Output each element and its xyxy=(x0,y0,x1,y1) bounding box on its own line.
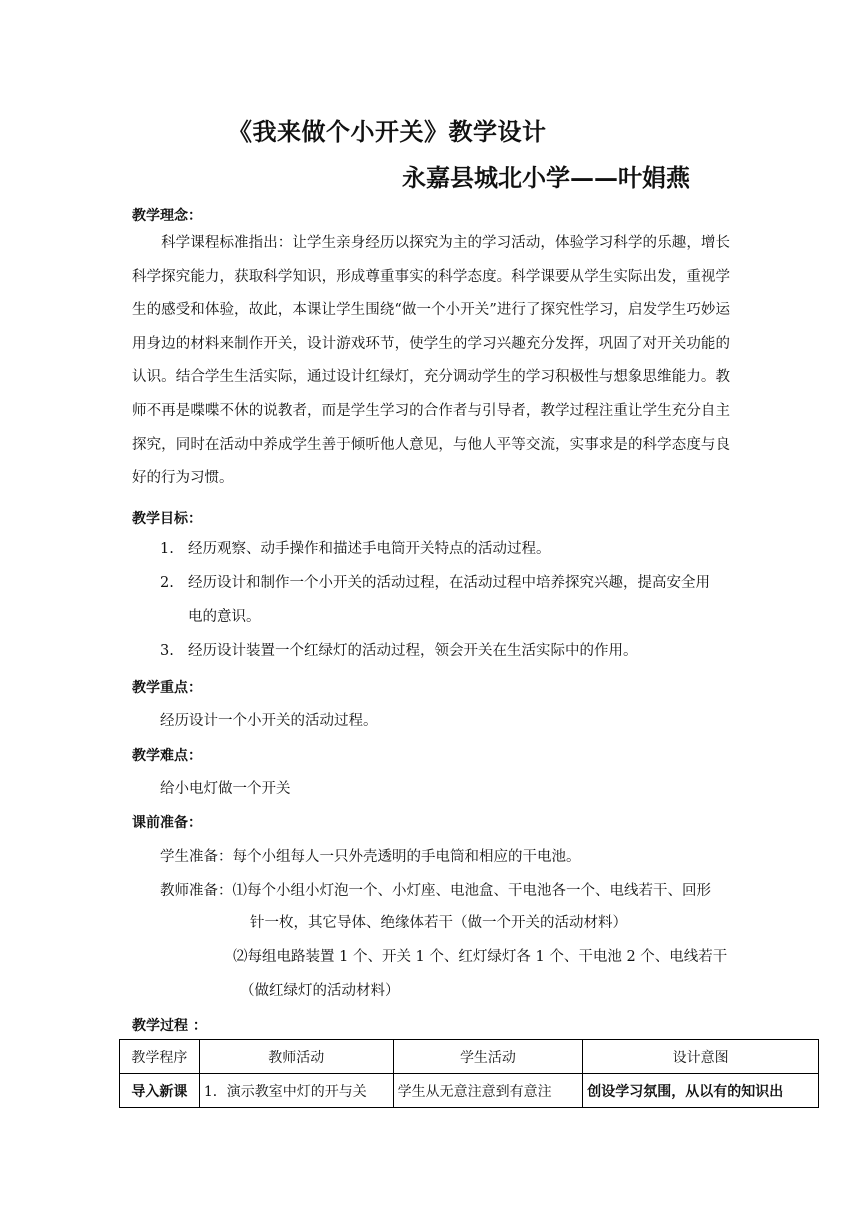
objectives-heading: 教学目标： xyxy=(132,511,202,527)
objective-text: 经历设计和制作一个小开关的活动过程，在活动过程中培养探究兴趣，提高安全用 xyxy=(188,575,710,591)
table-cell-intent: 创设学习氛围，从以有的知识出 xyxy=(583,1074,819,1108)
objective-item-2 xyxy=(160,566,730,634)
preparation-heading: 课前准备： xyxy=(132,815,202,831)
teaching-process-table xyxy=(119,1039,819,1108)
teacher-preparation-1-continued: 针一枚，其它导体、绝缘体若干（做一个开关的活动材料） xyxy=(250,915,627,931)
table-header-cell: 学生活动 xyxy=(393,1040,583,1074)
teacher-preparation-2: ⑵每组电路装置 1 个、开关 1 个、红灯绿灯各 1 个、干电池 2 个、电线若干 xyxy=(233,949,728,965)
table-header-cell: 教学程序 xyxy=(120,1040,200,1074)
objective-number: 3. xyxy=(160,643,174,659)
teacher-preparation-2-continued: （做红绿灯的活动材料） xyxy=(240,983,400,999)
key-point-heading: 教学重点： xyxy=(132,680,202,696)
table-header-cell: 教师活动 xyxy=(199,1040,393,1074)
objective-item-1 xyxy=(160,532,730,566)
document-title: 《我来做个小开关》教学设计 xyxy=(228,117,547,146)
objective-number: 2. xyxy=(160,575,174,591)
philosophy-paragraph xyxy=(132,227,730,496)
difficulty-text: 给小电灯做一个开关 xyxy=(160,781,291,797)
objective-number: 1. xyxy=(160,541,174,557)
table-cell-teacher: 1．演示教室中灯的开与关 xyxy=(199,1074,393,1108)
table-header-row xyxy=(120,1040,819,1074)
student-preparation: 学生准备：每个小组每人一只外壳透明的手电筒和相应的干电池。 xyxy=(160,849,581,865)
author-line: 永嘉县城北小学——叶娟燕 xyxy=(402,163,690,192)
objective-text: 经历观察、动手操作和描述手电筒开关特点的活动过程。 xyxy=(188,541,551,557)
table-header-cell: 设计意图 xyxy=(583,1040,819,1074)
philosophy-heading: 教学理念： xyxy=(132,208,202,224)
objective-item-3 xyxy=(160,634,730,668)
philosophy-text: 科学课程标准指出：让学生亲身经历以探究为主的学习活动，体验学习科学的乐趣，增长科学探究能力，获取科学知识，形成尊重事实的科学态度。科学课要从学生实际出发，重视学生的感受和体验，故此，本课让学生围绕“做一个小开关”进行了探究性学习，启发学生巧妙运用身边的材料来制作开关，设计游戏环节，使学生的学习兴趣充分发挥，巩固了对开关功能的认识。结合学生生活实际，通过设计红绿灯，充分调动学生的学习积极性与想象思维能力。教师不再是喋喋不休的说教者，而是学生学习的合作者与引导者，教学过程注重让学生充分自主探究，同时在活动中养成学生善于倾听他人意见，与他人平等交流，实事求是的科学态度与良好的行为习惯。 xyxy=(132,235,730,487)
key-point-text: 经历设计一个小开关的活动过程。 xyxy=(160,713,378,729)
objective-text: 经历设计装置一个红绿灯的活动过程，领会开关在生活实际中的作用。 xyxy=(188,643,638,659)
difficulty-heading: 教学难点： xyxy=(132,748,202,764)
table-row xyxy=(120,1074,819,1108)
table-cell-student: 学生从无意注意到有意注 xyxy=(393,1074,583,1108)
process-heading: 教学过程 ： xyxy=(132,1018,207,1034)
table-cell-stage: 导入新课 xyxy=(120,1074,200,1108)
objective-text-continued: 电的意识。 xyxy=(188,609,261,625)
teacher-preparation-1: 教师准备：⑴每个小组小灯泡一个、小灯座、电池盒、干电池各一个、电线若干、回形 xyxy=(160,883,711,899)
